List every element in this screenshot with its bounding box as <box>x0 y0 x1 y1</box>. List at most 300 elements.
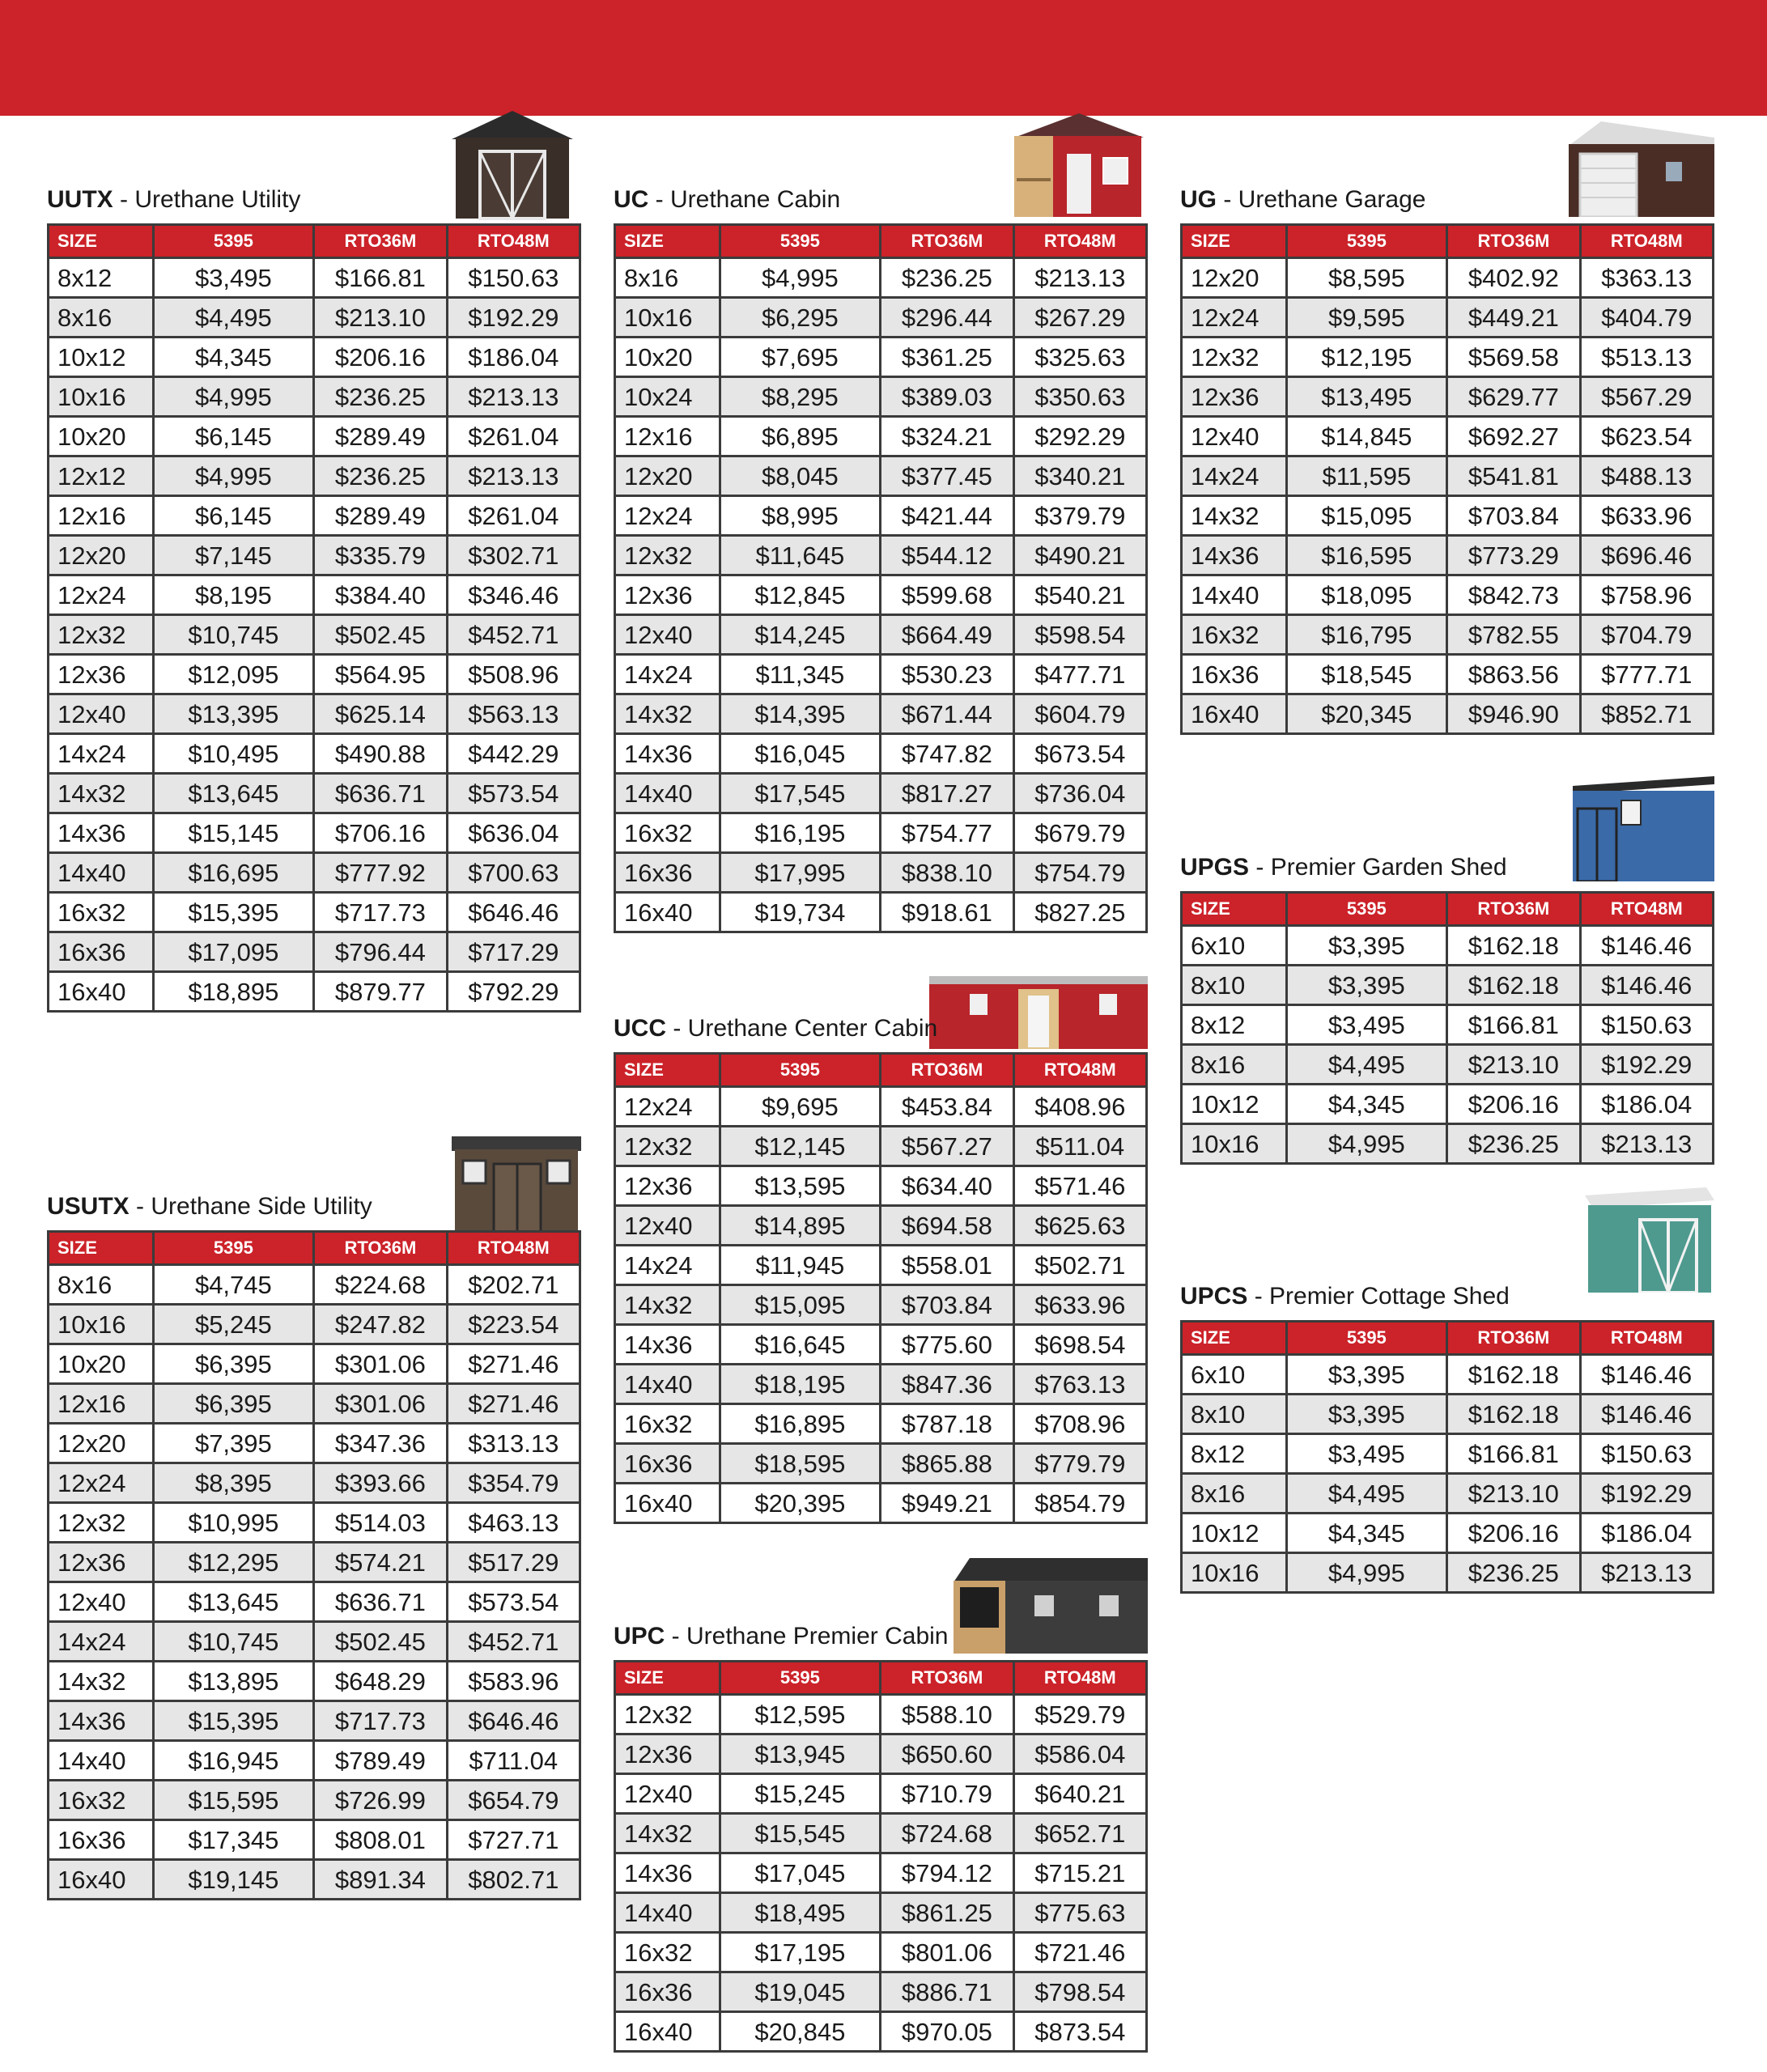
price-5395-cell: $10,495 <box>153 734 314 774</box>
rto48m-cell: $408.96 <box>1013 1087 1146 1127</box>
size-cell: 12x32 <box>49 1503 154 1543</box>
rto36m-cell: $717.73 <box>314 1701 447 1741</box>
table-row <box>615 377 1147 417</box>
rto36m-cell: $384.40 <box>314 575 447 615</box>
rto36m-cell: $236.25 <box>314 456 447 496</box>
price-5395-cell: $7,395 <box>153 1424 314 1463</box>
product-code: UPC <box>614 1623 665 1650</box>
size-cell: 14x24 <box>1182 456 1287 496</box>
price-5395-cell: $16,795 <box>1286 615 1447 655</box>
price-table <box>1180 223 1714 735</box>
section-heading <box>47 188 300 212</box>
size-cell: 8x12 <box>1182 1005 1287 1045</box>
rto36m-cell: $842.73 <box>1447 575 1580 615</box>
rto48m-cell: $754.79 <box>1013 853 1146 893</box>
price-5395-cell: $17,345 <box>153 1820 314 1860</box>
rto36m-cell: $754.77 <box>881 813 1013 853</box>
size-cell: 8x16 <box>1182 1045 1287 1085</box>
size-cell: 12x24 <box>49 575 154 615</box>
table-row <box>49 1582 580 1622</box>
rto36m-cell: $574.21 <box>314 1543 447 1582</box>
rto48m-cell: $604.79 <box>1013 694 1146 734</box>
rto48m-column-header: RTO48M <box>447 225 580 258</box>
table-row <box>1182 926 1714 966</box>
rto48m-cell: $792.29 <box>447 972 580 1012</box>
rto36m-cell: $703.84 <box>881 1285 1013 1325</box>
size-cell: 14x24 <box>615 1246 720 1285</box>
rto48m-cell: $517.29 <box>447 1543 580 1582</box>
table-row <box>615 1972 1147 2012</box>
rto36m-cell: $558.01 <box>881 1246 1013 1285</box>
table-row <box>1182 536 1714 575</box>
rto48m-cell: $673.54 <box>1013 734 1146 774</box>
rto48m-cell: $654.79 <box>447 1781 580 1820</box>
price-section-upc <box>614 1623 1148 2046</box>
table-row <box>615 1893 1147 1933</box>
rto48m-cell: $186.04 <box>1580 1514 1713 1553</box>
rto36m-cell: $162.18 <box>1447 926 1580 966</box>
rto48m-cell: $854.79 <box>1013 1484 1146 1523</box>
price-table <box>614 223 1148 933</box>
rto48m-cell: $758.96 <box>1580 575 1713 615</box>
price-5395-cell: $11,595 <box>1286 456 1447 496</box>
rto36m-cell: $206.16 <box>1447 1085 1580 1124</box>
center-cabin-image <box>929 976 1148 1049</box>
rto36m-cell: $636.71 <box>314 1582 447 1622</box>
table-row <box>615 1774 1147 1814</box>
size-cell: 12x20 <box>49 1424 154 1463</box>
size-cell: 8x16 <box>615 258 720 298</box>
rto36m-cell: $162.18 <box>1447 966 1580 1005</box>
price-5395-cell: $15,145 <box>153 813 314 853</box>
size-cell: 12x36 <box>615 1166 720 1206</box>
size-cell: 12x16 <box>49 496 154 536</box>
price-5395-cell: $17,195 <box>720 1933 881 1972</box>
table-row <box>49 1265 580 1305</box>
rto36m-cell: $335.79 <box>314 536 447 575</box>
rto36m-cell: $879.77 <box>314 972 447 1012</box>
product-code: UCC <box>614 1015 666 1042</box>
price-5395-cell: $7,145 <box>153 536 314 575</box>
price-5395-cell: $20,395 <box>720 1484 881 1523</box>
rto36m-cell: $694.58 <box>881 1206 1013 1246</box>
price-5395-cell: $4,495 <box>1286 1474 1447 1514</box>
size-column-header: SIZE <box>615 225 720 258</box>
rto48m-cell: $146.46 <box>1580 1355 1713 1395</box>
rto36m-cell: $502.45 <box>314 1622 447 1662</box>
table-row <box>49 536 580 575</box>
rto36m-cell: $569.58 <box>1447 338 1580 377</box>
rto36m-cell: $891.34 <box>314 1860 447 1900</box>
price-5395-cell: $13,645 <box>153 1582 314 1622</box>
price-5395-cell: $16,645 <box>720 1325 881 1365</box>
rto48m-cell: $313.13 <box>447 1424 580 1463</box>
rto48m-cell: $192.29 <box>1580 1045 1713 1085</box>
rto36m-cell: $449.21 <box>1447 298 1580 338</box>
rto36m-cell: $789.49 <box>314 1741 447 1781</box>
size-cell: 12x24 <box>49 1463 154 1503</box>
product-name: - Urethane Side Utility <box>129 1193 372 1220</box>
table-row <box>615 1484 1147 1523</box>
price-5395-cell: $16,045 <box>720 734 881 774</box>
price-5395-cell: $10,745 <box>153 615 314 655</box>
size-cell: 12x36 <box>49 1543 154 1582</box>
table-row <box>1182 377 1714 417</box>
rto48m-cell: $625.63 <box>1013 1206 1146 1246</box>
price-table <box>1180 1320 1714 1594</box>
size-cell: 12x40 <box>49 1582 154 1622</box>
table-row <box>49 694 580 734</box>
rto48m-cell: $213.13 <box>1580 1124 1713 1164</box>
table-row <box>49 417 580 456</box>
price-5395-cell: $9,595 <box>1286 298 1447 338</box>
rto48m-cell: $488.13 <box>1580 456 1713 496</box>
size-cell: 8x16 <box>49 298 154 338</box>
rto48m-cell: $350.63 <box>1013 377 1146 417</box>
rto48m-cell: $708.96 <box>1013 1404 1146 1444</box>
rto48m-cell: $798.54 <box>1013 1972 1146 2012</box>
price-5395-cell: $13,395 <box>153 694 314 734</box>
table-row <box>615 1814 1147 1853</box>
size-cell: 16x36 <box>615 1972 720 2012</box>
section-heading <box>614 188 840 212</box>
price-5395-cell: $13,945 <box>720 1734 881 1774</box>
price-5395-cell: $3,395 <box>1286 1355 1447 1395</box>
utility-shed-image <box>444 107 581 220</box>
rto48m-cell: $640.21 <box>1013 1774 1146 1814</box>
size-cell: 14x32 <box>615 694 720 734</box>
table-row <box>49 1860 580 1900</box>
price-section-uutx <box>47 186 581 1006</box>
rto48m-cell: $727.71 <box>447 1820 580 1860</box>
section-heading <box>1180 188 1425 212</box>
table-row <box>615 1444 1147 1484</box>
rto36m-cell: $773.29 <box>1447 536 1580 575</box>
rto48m-cell: $442.29 <box>447 734 580 774</box>
table-row <box>49 496 580 536</box>
table-row <box>49 893 580 932</box>
rto36m-cell: $502.45 <box>314 615 447 655</box>
table-row <box>615 734 1147 774</box>
rto36m-cell: $918.61 <box>881 893 1013 932</box>
table-row <box>615 655 1147 694</box>
rto48m-cell: $652.71 <box>1013 1814 1146 1853</box>
size-cell: 12x16 <box>49 1384 154 1424</box>
table-row <box>615 536 1147 575</box>
product-name: - Urethane Cabin <box>648 186 841 213</box>
rto48m-cell: $186.04 <box>447 338 580 377</box>
table-row <box>1182 1514 1714 1553</box>
rto48m-column-header: RTO48M <box>1013 225 1146 258</box>
table-row <box>615 1206 1147 1246</box>
price-5395-cell: $4,345 <box>1286 1085 1447 1124</box>
price-5395-cell: $8,295 <box>720 377 881 417</box>
price-5395-cell: $13,895 <box>153 1662 314 1701</box>
table-row <box>1182 1124 1714 1164</box>
rto36m-cell: $949.21 <box>881 1484 1013 1523</box>
size-cell: 12x32 <box>49 615 154 655</box>
price-5395-cell: $13,495 <box>1286 377 1447 417</box>
table-row <box>615 2012 1147 2052</box>
rto48m-cell: $698.54 <box>1013 1325 1146 1365</box>
rto36m-cell: $636.71 <box>314 774 447 813</box>
rto36m-cell: $717.73 <box>314 893 447 932</box>
rto36m-cell: $787.18 <box>881 1404 1013 1444</box>
rto36m-cell: $777.92 <box>314 853 447 893</box>
rto48m-column-header: RTO48M <box>1580 893 1713 926</box>
table-row <box>49 1622 580 1662</box>
price-5395-column-header: 5395 <box>1286 225 1447 258</box>
section-heading <box>614 1017 937 1041</box>
rto36m-cell: $710.79 <box>881 1774 1013 1814</box>
rto36m-cell: $289.49 <box>314 496 447 536</box>
top-banner <box>0 0 1767 116</box>
rto48m-cell: $563.13 <box>447 694 580 734</box>
price-5395-cell: $11,645 <box>720 536 881 575</box>
rto48m-cell: $146.46 <box>1580 966 1713 1005</box>
price-5395-cell: $20,345 <box>1286 694 1447 734</box>
price-5395-cell: $3,395 <box>1286 926 1447 966</box>
table-row <box>49 456 580 496</box>
price-5395-cell: $17,045 <box>720 1853 881 1893</box>
price-5395-cell: $8,995 <box>720 496 881 536</box>
price-5395-cell: $15,095 <box>720 1285 881 1325</box>
rto48m-cell: $540.21 <box>1013 575 1146 615</box>
size-column-header: SIZE <box>1182 893 1287 926</box>
price-5395-cell: $8,195 <box>153 575 314 615</box>
size-cell: 10x16 <box>49 377 154 417</box>
size-cell: 12x32 <box>615 1695 720 1734</box>
rto36m-cell: $213.10 <box>1447 1474 1580 1514</box>
table-row <box>49 377 580 417</box>
size-cell: 8x12 <box>1182 1434 1287 1474</box>
price-5395-cell: $4,995 <box>720 258 881 298</box>
rto36m-column-header: RTO36M <box>1447 225 1580 258</box>
size-cell: 16x40 <box>615 2012 720 2052</box>
rto36m-cell: $247.82 <box>314 1305 447 1344</box>
rto48m-cell: $213.13 <box>1013 258 1146 298</box>
rto48m-column-header: RTO48M <box>1013 1662 1146 1695</box>
size-cell: 10x16 <box>615 298 720 338</box>
table-row <box>1182 1395 1714 1434</box>
table-row <box>615 813 1147 853</box>
price-5395-column-header: 5395 <box>153 225 314 258</box>
price-5395-cell: $20,845 <box>720 2012 881 2052</box>
size-column-header: SIZE <box>49 1232 154 1265</box>
table-row <box>1182 966 1714 1005</box>
rto36m-cell: $648.29 <box>314 1662 447 1701</box>
table-row <box>49 298 580 338</box>
garage-image <box>1569 121 1714 217</box>
rto48m-cell: $192.29 <box>447 298 580 338</box>
size-cell: 12x36 <box>1182 377 1287 417</box>
size-column-header: SIZE <box>49 225 154 258</box>
table-row <box>615 1404 1147 1444</box>
price-5395-cell: $19,045 <box>720 1972 881 2012</box>
rto36m-cell: $946.90 <box>1447 694 1580 734</box>
price-5395-cell: $19,734 <box>720 893 881 932</box>
table-row <box>615 1127 1147 1166</box>
size-cell: 14x36 <box>49 1701 154 1741</box>
rto48m-cell: $261.04 <box>447 417 580 456</box>
size-column-header: SIZE <box>615 1662 720 1695</box>
price-5395-cell: $4,345 <box>153 338 314 377</box>
table-row <box>615 575 1147 615</box>
rto36m-cell: $782.55 <box>1447 615 1580 655</box>
size-cell: 12x36 <box>615 575 720 615</box>
rto48m-cell: $567.29 <box>1580 377 1713 417</box>
rto48m-cell: $696.46 <box>1580 536 1713 575</box>
rto36m-cell: $236.25 <box>1447 1124 1580 1164</box>
rto36m-cell: $865.88 <box>881 1444 1013 1484</box>
rto36m-cell: $861.25 <box>881 1893 1013 1933</box>
size-cell: 16x36 <box>49 1820 154 1860</box>
product-code: UUTX <box>47 186 113 213</box>
rto36m-cell: $453.84 <box>881 1087 1013 1127</box>
table-row <box>1182 258 1714 298</box>
rto36m-cell: $162.18 <box>1447 1395 1580 1434</box>
rto36m-cell: $530.23 <box>881 655 1013 694</box>
size-cell: 12x32 <box>615 1127 720 1166</box>
size-cell: 14x32 <box>49 774 154 813</box>
price-5395-cell: $18,895 <box>153 972 314 1012</box>
rto36m-cell: $490.88 <box>314 734 447 774</box>
table-row <box>1182 1045 1714 1085</box>
rto48m-cell: $586.04 <box>1013 1734 1146 1774</box>
rto48m-cell: $271.46 <box>447 1384 580 1424</box>
table-row <box>49 1781 580 1820</box>
rto36m-cell: $324.21 <box>881 417 1013 456</box>
size-cell: 14x40 <box>615 1365 720 1404</box>
size-cell: 16x40 <box>49 1860 154 1900</box>
product-name: - Urethane Garage <box>1217 186 1426 213</box>
rto36m-cell: $671.44 <box>881 694 1013 734</box>
table-row <box>615 1325 1147 1365</box>
product-code: USUTX <box>47 1193 130 1220</box>
rto36m-cell: $726.99 <box>314 1781 447 1820</box>
table-row <box>1182 694 1714 734</box>
table-row <box>49 932 580 972</box>
rto36m-cell: $236.25 <box>1447 1553 1580 1593</box>
rto48m-cell: $779.79 <box>1013 1444 1146 1484</box>
size-cell: 14x40 <box>49 853 154 893</box>
price-5395-column-header: 5395 <box>720 1054 881 1087</box>
price-5395-cell: $13,645 <box>153 774 314 813</box>
price-section-usutx <box>47 1193 581 1894</box>
size-cell: 12x36 <box>49 655 154 694</box>
price-5395-cell: $4,995 <box>1286 1124 1447 1164</box>
table-header-row <box>615 1054 1147 1087</box>
price-table <box>614 1052 1148 1524</box>
price-5395-cell: $14,395 <box>720 694 881 734</box>
rto48m-cell: $646.46 <box>447 1701 580 1741</box>
rto48m-cell: $150.63 <box>1580 1005 1713 1045</box>
table-row <box>1182 496 1714 536</box>
table-row <box>615 496 1147 536</box>
rto48m-cell: $571.46 <box>1013 1166 1146 1206</box>
table-row <box>1182 417 1714 456</box>
rto48m-column-header: RTO48M <box>1580 225 1713 258</box>
price-5395-cell: $4,995 <box>153 456 314 496</box>
rto48m-cell: $679.79 <box>1013 813 1146 853</box>
size-cell: 16x36 <box>615 853 720 893</box>
rto48m-cell: $721.46 <box>1013 1933 1146 1972</box>
table-row <box>615 1166 1147 1206</box>
table-row <box>1182 338 1714 377</box>
rto48m-cell: $736.04 <box>1013 774 1146 813</box>
price-5395-cell: $18,545 <box>1286 655 1447 694</box>
table-header-row <box>1182 225 1714 258</box>
rto36m-cell: $361.25 <box>881 338 1013 377</box>
size-cell: 10x16 <box>1182 1553 1287 1593</box>
rto48m-cell: $777.71 <box>1580 655 1713 694</box>
size-column-header: SIZE <box>1182 225 1287 258</box>
rto48m-cell: $646.46 <box>447 893 580 932</box>
rto36m-cell: $970.05 <box>881 2012 1013 2052</box>
table-row <box>1182 575 1714 615</box>
rto36m-cell: $886.71 <box>881 1972 1013 2012</box>
size-cell: 8x10 <box>1182 966 1287 1005</box>
rto36m-cell: $775.60 <box>881 1325 1013 1365</box>
table-row <box>49 1662 580 1701</box>
rto36m-cell: $796.44 <box>314 932 447 972</box>
size-cell: 16x36 <box>1182 655 1287 694</box>
table-row <box>1182 1085 1714 1124</box>
rto48m-cell: $763.13 <box>1013 1365 1146 1404</box>
section-heading <box>614 1624 949 1649</box>
table-row <box>1182 615 1714 655</box>
table-row <box>1182 655 1714 694</box>
size-cell: 14x32 <box>49 1662 154 1701</box>
table-row <box>49 972 580 1012</box>
table-row <box>49 1384 580 1424</box>
rto48m-cell: $573.54 <box>447 1582 580 1622</box>
rto48m-cell: $775.63 <box>1013 1893 1146 1933</box>
premier-cabin-image <box>954 1558 1148 1654</box>
size-cell: 12x40 <box>1182 417 1287 456</box>
price-section-ucc <box>614 1015 1148 1518</box>
size-column-header: SIZE <box>1182 1322 1287 1355</box>
rto36m-cell: $664.49 <box>881 615 1013 655</box>
rto48m-cell: $292.29 <box>1013 417 1146 456</box>
price-5395-column-header: 5395 <box>720 225 881 258</box>
rto36m-cell: $847.36 <box>881 1365 1013 1404</box>
table-row <box>615 1933 1147 1972</box>
product-code: UC <box>614 186 649 213</box>
rto48m-cell: $802.71 <box>447 1860 580 1900</box>
table-row <box>49 1741 580 1781</box>
rto48m-cell: $633.96 <box>1580 496 1713 536</box>
size-cell: 10x12 <box>1182 1514 1287 1553</box>
table-row <box>1182 1005 1714 1045</box>
table-row <box>615 456 1147 496</box>
product-code: UG <box>1180 186 1217 213</box>
table-row <box>1182 1553 1714 1593</box>
price-table <box>47 1230 581 1900</box>
rto36m-cell: $296.44 <box>881 298 1013 338</box>
price-5395-cell: $6,295 <box>720 298 881 338</box>
size-cell: 16x32 <box>615 813 720 853</box>
size-cell: 16x36 <box>49 932 154 972</box>
rto48m-cell: $325.63 <box>1013 338 1146 377</box>
rto36m-cell: $166.81 <box>314 258 447 298</box>
table-header-row <box>1182 1322 1714 1355</box>
size-cell: 6x10 <box>1182 1355 1287 1395</box>
table-row <box>615 774 1147 813</box>
rto36m-cell: $544.12 <box>881 536 1013 575</box>
rto48m-cell: $346.46 <box>447 575 580 615</box>
rto36m-cell: $166.81 <box>1447 1434 1580 1474</box>
